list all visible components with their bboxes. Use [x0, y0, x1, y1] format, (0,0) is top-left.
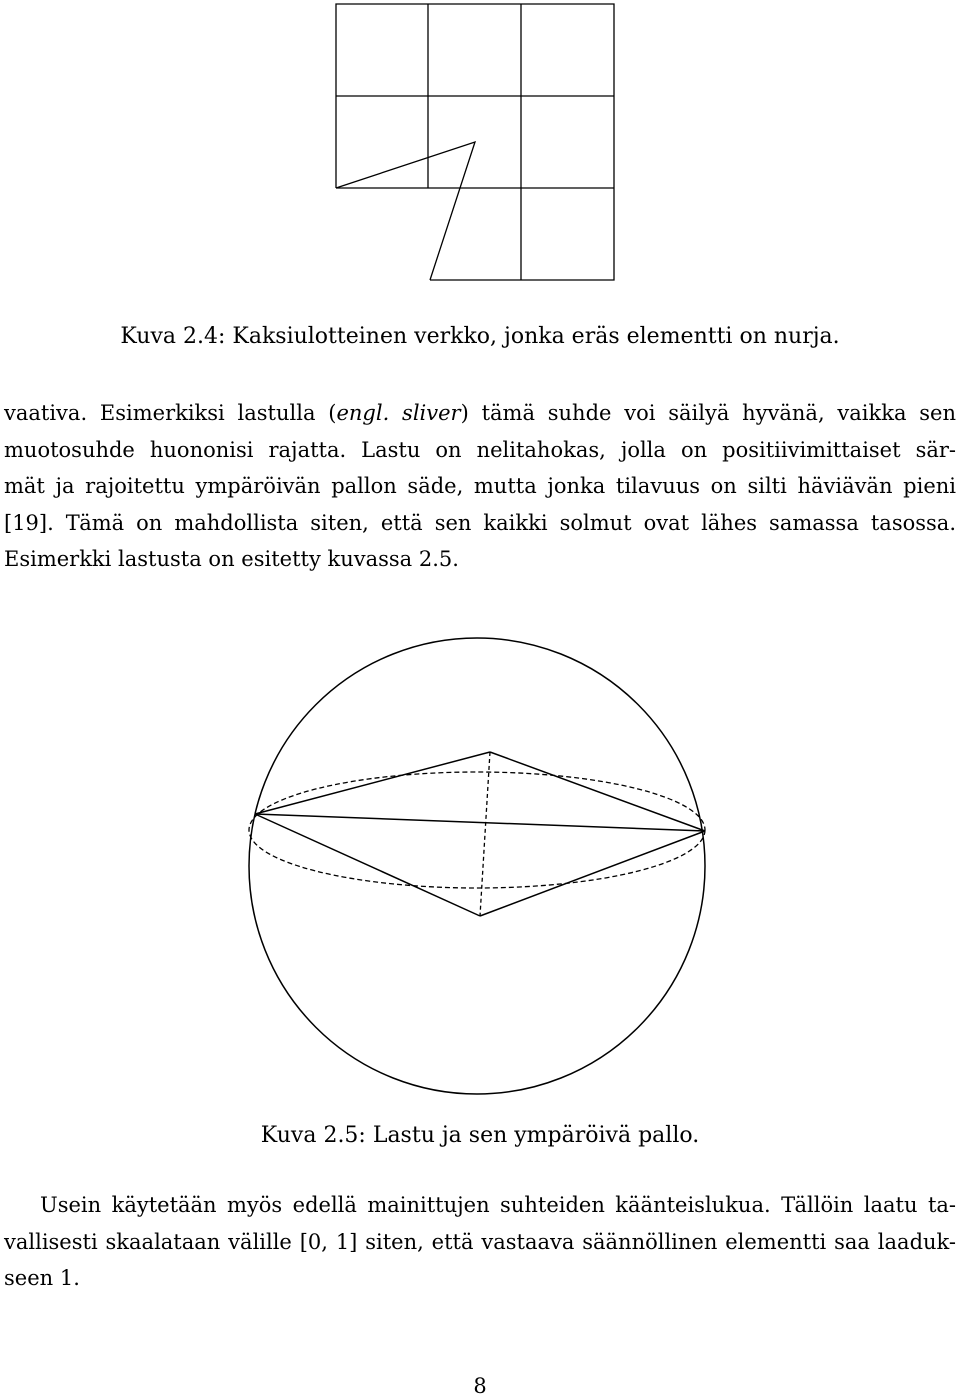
- text-line: vaativa. Esimerkiksi lastulla (engl. sliver) tämä suhde voi säilyä hyvänä, vaikka sen: [4, 401, 956, 425]
- italic-term: engl.: [336, 401, 390, 425]
- hidden-edge: [480, 752, 490, 916]
- sliver-sphere-figure: [240, 600, 720, 1100]
- body-paragraph: [4, 395, 956, 578]
- figure-caption: Kuva 2.5: Lastu ja sen ympäröivä pallo.: [260, 1123, 700, 1148]
- sliver-edge: [255, 814, 705, 831]
- sliver-edge: [480, 831, 705, 916]
- text-line: Esimerkki lastusta on esitetty kuvassa 2.5.: [4, 547, 459, 571]
- text-line: muotosuhde huononisi rajatta. Lastu on nelitahokas, jolla on positiivimittaiset sär-: [4, 437, 956, 462]
- circumscribed-sphere: [249, 638, 705, 1094]
- inverted-element: [336, 142, 475, 280]
- text-line: [19]. Tämä on mahdollista siten, että sen kaikki solmut ovat lähes samassa tasossa.: [4, 510, 956, 535]
- figure-caption: Kuva 2.4: Kaksiulotteinen verkko, jonka eräs elementti on nurja.: [120, 324, 840, 349]
- text-line: vallisesti skaalataan välille [0, 1] siten, että vastaava säännöllinen elementti saa laaduk-: [4, 1229, 956, 1254]
- body-paragraph: [4, 1187, 956, 1297]
- page-number: 8: [473, 1374, 487, 1398]
- text-line: mät ja rajoitettu ympäröivän pallon säde, mutta jonka tilavuus on silti häviävän pieni: [4, 474, 956, 498]
- sliver-edges: [255, 752, 705, 916]
- text-line: seen 1.: [4, 1266, 80, 1290]
- sliver-edge: [255, 814, 480, 916]
- italic-term: sliver: [402, 401, 461, 425]
- sliver-edge: [255, 752, 490, 814]
- text-line: Usein käytetään myös edellä mainittujen suhteiden käänteislukua. Tällöin laatu ta-: [40, 1193, 956, 1217]
- mesh-grid-figure: [330, 0, 620, 285]
- sliver-edge: [490, 752, 705, 831]
- equator-ellipse: [249, 772, 705, 888]
